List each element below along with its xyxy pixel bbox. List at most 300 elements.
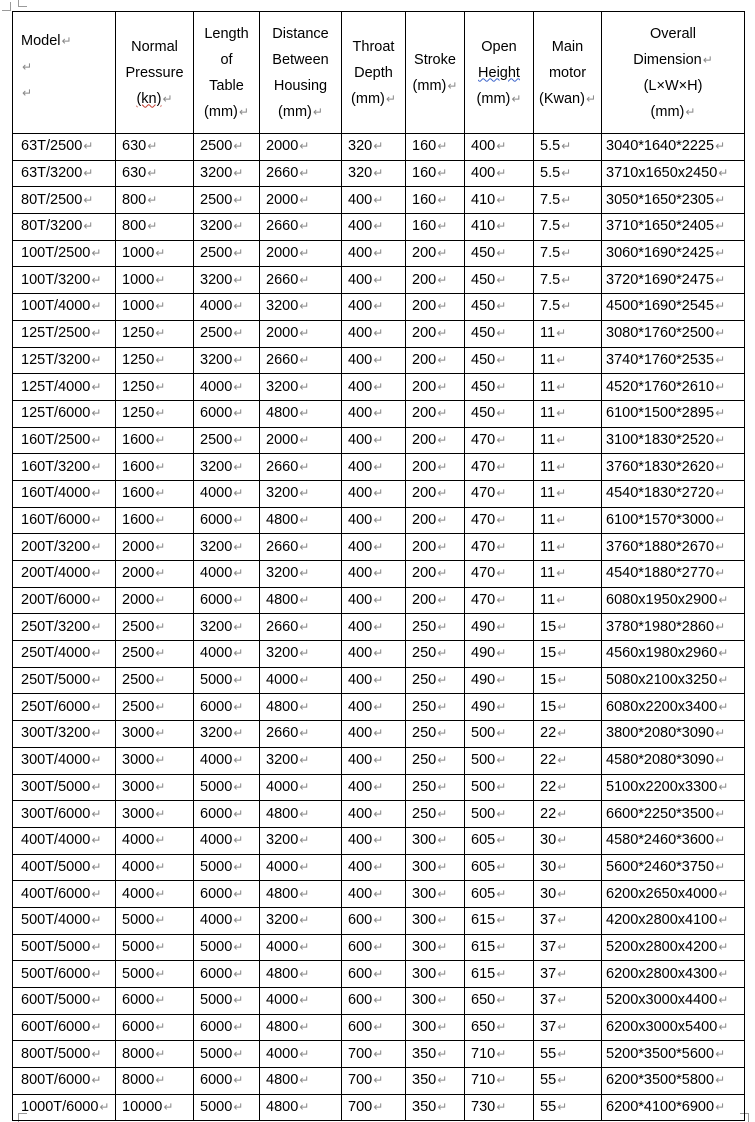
- cell-motor: [534, 1094, 602, 1121]
- table-row: [13, 667, 745, 694]
- cell-distance: [260, 374, 342, 401]
- cell-model: [13, 907, 116, 934]
- cell-stroke: [406, 1068, 465, 1095]
- cell-stroke: [406, 267, 465, 294]
- paragraph-mark: ↵: [557, 699, 568, 714]
- paragraph-mark: ↵: [373, 166, 384, 181]
- cell-value: 2660: [266, 218, 299, 235]
- cell-dim: [602, 641, 745, 668]
- cell-throat: [342, 1068, 406, 1095]
- cell-value: 650: [471, 992, 496, 1009]
- cell-pressure: [116, 774, 194, 801]
- cell-value: 5100x2200x3300: [606, 778, 718, 795]
- paragraph-mark: ↵: [561, 192, 572, 207]
- cell-value: 300: [412, 912, 437, 929]
- cell-pressure: [116, 240, 194, 267]
- cell-value: 490: [471, 672, 496, 689]
- cell-distance: [260, 774, 342, 801]
- paragraph-mark: ↵: [233, 1046, 244, 1061]
- cell-distance: [260, 854, 342, 881]
- cell-value: 4200x2800x4100: [606, 912, 718, 929]
- cell-value: 4800: [266, 405, 299, 422]
- cell-value: 1000: [122, 271, 155, 288]
- cell-value: 4800: [266, 965, 299, 982]
- cell-value: 3200: [200, 218, 233, 235]
- paragraph-mark: ↵: [496, 859, 507, 874]
- cell-value: 250: [412, 752, 437, 769]
- paragraph-mark: ↵: [83, 192, 94, 207]
- paragraph-mark: ↵: [91, 806, 102, 821]
- cell-value: 1250: [122, 405, 155, 422]
- cell-open: [465, 667, 534, 694]
- cell-value: 2000: [122, 538, 155, 555]
- cell-model: [13, 294, 116, 321]
- paragraph-mark: ↵: [373, 139, 384, 154]
- paragraph-mark: ↵: [299, 833, 310, 848]
- paragraph-mark: ↵: [299, 673, 310, 688]
- header-text: Stroke: [414, 51, 456, 68]
- paragraph-mark: ↵: [437, 139, 448, 154]
- cell-value: 3760*1830*2620: [606, 458, 715, 475]
- header-text: (mm): [351, 90, 385, 107]
- cell-dim: [602, 774, 745, 801]
- cell-value: 55: [540, 1045, 557, 1062]
- header-line: [21, 80, 113, 106]
- cell-pressure: [116, 1041, 194, 1068]
- cell-stroke: [406, 214, 465, 241]
- cell-value: 400: [348, 191, 373, 208]
- cell-motor: [534, 801, 602, 828]
- cell-throat: [342, 614, 406, 641]
- cell-value: 400T/6000: [21, 885, 91, 902]
- paragraph-mark: ↵: [83, 139, 94, 154]
- table-row: [13, 1041, 745, 1068]
- header-line: [262, 47, 339, 73]
- cell-throat: [342, 561, 406, 588]
- paragraph-mark: ↵: [373, 913, 384, 928]
- cell-value: 125T/3200: [21, 351, 91, 368]
- cell-dim: [602, 427, 745, 454]
- paragraph-mark: ↵: [155, 593, 166, 608]
- cell-throat: [342, 134, 406, 161]
- paragraph-mark: ↵: [437, 379, 448, 394]
- cell-motor: [534, 667, 602, 694]
- cell-throat: [342, 214, 406, 241]
- cell-model: [13, 1014, 116, 1041]
- cell-throat: [342, 427, 406, 454]
- paragraph-mark: ↵: [91, 299, 102, 314]
- cell-value: 200: [412, 511, 437, 528]
- cell-value: 200: [412, 538, 437, 555]
- paragraph-mark: ↵: [155, 966, 166, 981]
- paragraph-mark: ↵: [155, 539, 166, 554]
- cell-value: 5600*2460*3750: [606, 858, 715, 875]
- paragraph-mark: ↵: [155, 699, 166, 714]
- cell-model: [13, 374, 116, 401]
- cell-length: [194, 747, 260, 774]
- paragraph-mark: ↵: [373, 699, 384, 714]
- paragraph-mark: ↵: [496, 833, 507, 848]
- cell-value: 30: [540, 832, 557, 849]
- cell-throat: [342, 881, 406, 908]
- cell-value: 15: [540, 645, 557, 662]
- cell-value: 7.5: [540, 298, 561, 315]
- table-row: [13, 427, 745, 454]
- cell-throat: [342, 961, 406, 988]
- cell-value: 2500: [122, 672, 155, 689]
- paragraph-mark: ↵: [373, 859, 384, 874]
- paragraph-mark: ↵: [373, 566, 384, 581]
- table-row: [13, 694, 745, 721]
- cell-length: [194, 214, 260, 241]
- paragraph-mark: ↵: [373, 646, 384, 661]
- paragraph-mark: ↵: [299, 219, 310, 234]
- cell-length: [194, 854, 260, 881]
- cell-value: 2660: [266, 538, 299, 555]
- paragraph-mark: ↵: [233, 1100, 244, 1115]
- paragraph-mark: ↵: [233, 1073, 244, 1088]
- cell-value: 7.5: [540, 271, 561, 288]
- header-line: [408, 73, 462, 99]
- paragraph-mark: ↵: [437, 219, 448, 234]
- cell-distance: [260, 907, 342, 934]
- cell-stroke: [406, 854, 465, 881]
- cell-open: [465, 561, 534, 588]
- cell-model: [13, 827, 116, 854]
- header-line: [604, 47, 742, 73]
- cell-value: 6000: [200, 592, 233, 609]
- cell-dim: [602, 534, 745, 561]
- paragraph-mark: ↵: [373, 486, 384, 501]
- cell-value: 5000: [122, 965, 155, 982]
- cell-motor: [534, 561, 602, 588]
- paragraph-mark: ↵: [715, 539, 726, 554]
- cell-dim: [602, 1094, 745, 1121]
- cell-value: 200: [412, 325, 437, 342]
- cell-value: 8000: [122, 1045, 155, 1062]
- header-line: [536, 60, 599, 86]
- paragraph-mark: ↵: [233, 779, 244, 794]
- cell-value: 400: [348, 698, 373, 715]
- cell-value: 400: [348, 752, 373, 769]
- cell-stroke: [406, 934, 465, 961]
- paragraph-mark: ↵: [715, 726, 726, 741]
- cell-value: 3200: [266, 752, 299, 769]
- cell-open: [465, 801, 534, 828]
- paragraph-mark: ↵: [299, 352, 310, 367]
- cell-value: 4800: [266, 1072, 299, 1089]
- cell-open: [465, 267, 534, 294]
- cell-length: [194, 427, 260, 454]
- table-row: [13, 240, 745, 267]
- cell-value: 500T/6000: [21, 965, 91, 982]
- paragraph-mark: ↵: [299, 512, 310, 527]
- paragraph-mark: ↵: [557, 619, 568, 634]
- header-model: [13, 12, 116, 134]
- cell-value: 400: [348, 618, 373, 635]
- paragraph-mark: ↵: [561, 219, 572, 234]
- cell-value: 400: [348, 592, 373, 609]
- paragraph-mark: ↵: [155, 726, 166, 741]
- paragraph-mark: ↵: [155, 406, 166, 421]
- cell-open: [465, 1068, 534, 1095]
- cell-value: 400: [348, 298, 373, 315]
- paragraph-mark: ↵: [373, 593, 384, 608]
- cell-value: 4000: [122, 832, 155, 849]
- paragraph-mark: ↵: [437, 886, 448, 901]
- header-text: (mm): [476, 90, 511, 107]
- cell-value: 630: [122, 165, 147, 182]
- cell-value: 300: [412, 858, 437, 875]
- header-line: [467, 60, 531, 86]
- paragraph-mark: ↵: [556, 406, 567, 421]
- cell-value: 3200: [200, 538, 233, 555]
- cell-pressure: [116, 427, 194, 454]
- cell-value: 710: [471, 1072, 496, 1089]
- paragraph-mark: ↵: [91, 246, 102, 261]
- cell-value: 400: [471, 165, 496, 182]
- cell-motor: [534, 454, 602, 481]
- cell-value: 300: [412, 965, 437, 982]
- cell-value: 450: [471, 378, 496, 395]
- cell-length: [194, 480, 260, 507]
- paragraph-mark: ↵: [496, 806, 507, 821]
- cell-open: [465, 641, 534, 668]
- paragraph-mark: ↵: [715, 299, 726, 314]
- cell-stroke: [406, 561, 465, 588]
- paragraph-mark: ↵: [299, 859, 310, 874]
- cell-value: 1600: [122, 458, 155, 475]
- cell-value: 6000: [200, 1072, 233, 1089]
- paragraph-mark: ↵: [561, 246, 572, 261]
- table-row: [13, 347, 745, 374]
- paragraph-mark: ↵: [22, 86, 33, 100]
- paragraph-mark: ↵: [718, 966, 729, 981]
- cell-value: 3200: [266, 485, 299, 502]
- paragraph-mark: ↵: [299, 966, 310, 981]
- cell-stroke: [406, 534, 465, 561]
- paragraph-mark: ↵: [91, 886, 102, 901]
- paragraph-mark: ↵: [373, 326, 384, 341]
- paragraph-mark: ↵: [437, 406, 448, 421]
- table-row: [13, 721, 745, 748]
- paragraph-mark: ↵: [299, 566, 310, 581]
- header-line: [604, 73, 742, 99]
- cell-value: 3200: [266, 378, 299, 395]
- paragraph-mark: ↵: [155, 432, 166, 447]
- paragraph-mark: ↵: [373, 726, 384, 741]
- header-line: [467, 86, 531, 112]
- cell-value: 2500: [200, 245, 233, 262]
- cell-stroke: [406, 614, 465, 641]
- paragraph-mark: ↵: [556, 512, 567, 527]
- cell-model: [13, 134, 116, 161]
- cell-value: 200: [412, 405, 437, 422]
- header-text: Table: [209, 77, 244, 94]
- cell-pressure: [116, 854, 194, 881]
- paragraph-mark: ↵: [373, 779, 384, 794]
- cell-value: 30: [540, 885, 557, 902]
- cell-distance: [260, 827, 342, 854]
- cell-value: 4520*1760*2610: [606, 378, 715, 395]
- cell-value: 500: [471, 778, 496, 795]
- cell-stroke: [406, 187, 465, 214]
- cell-value: 1000T/6000: [21, 1099, 99, 1116]
- cell-value: 500T/4000: [21, 912, 91, 929]
- cell-distance: [260, 187, 342, 214]
- cell-value: 250T/4000: [21, 645, 91, 662]
- paragraph-mark: ↵: [373, 406, 384, 421]
- cell-value: 4540*1880*2770: [606, 565, 715, 582]
- paragraph-mark: ↵: [685, 104, 696, 119]
- cell-throat: [342, 294, 406, 321]
- table-row: [13, 187, 745, 214]
- cell-value: 2660: [266, 618, 299, 635]
- cell-open: [465, 534, 534, 561]
- cell-value: 4000: [266, 672, 299, 689]
- cell-open: [465, 374, 534, 401]
- cell-motor: [534, 294, 602, 321]
- paragraph-mark: ↵: [373, 1100, 384, 1115]
- paragraph-mark: ↵: [373, 966, 384, 981]
- cell-model: [13, 801, 116, 828]
- cell-length: [194, 827, 260, 854]
- paragraph-mark: ↵: [557, 913, 568, 928]
- table-row: [13, 587, 745, 614]
- header-text: (mm): [412, 77, 447, 94]
- paragraph-mark: ↵: [715, 753, 726, 768]
- table-row: [13, 374, 745, 401]
- cell-value: 300: [412, 832, 437, 849]
- paragraph-mark: ↵: [233, 486, 244, 501]
- cell-value: 450: [471, 245, 496, 262]
- cell-value: 125T/4000: [21, 378, 91, 395]
- cell-value: 100T/4000: [21, 298, 91, 315]
- header-pressure: [116, 12, 194, 134]
- paragraph-mark: ↵: [496, 886, 507, 901]
- paragraph-mark: ↵: [91, 619, 102, 634]
- cell-value: 2000: [266, 325, 299, 342]
- paragraph-mark: ↵: [437, 459, 448, 474]
- cell-length: [194, 1041, 260, 1068]
- cell-distance: [260, 934, 342, 961]
- cell-throat: [342, 320, 406, 347]
- cell-throat: [342, 934, 406, 961]
- cell-value: 400T/4000: [21, 832, 91, 849]
- paragraph-mark: ↵: [233, 646, 244, 661]
- cell-value: 410: [471, 218, 496, 235]
- cell-motor: [534, 721, 602, 748]
- cell-value: 4000: [122, 885, 155, 902]
- header-text: Height: [478, 64, 520, 81]
- cell-pressure: [116, 507, 194, 534]
- cell-value: 2660: [266, 271, 299, 288]
- header-line: [344, 34, 403, 60]
- cell-stroke: [406, 961, 465, 988]
- paragraph-mark: ↵: [147, 139, 158, 154]
- paragraph-mark: ↵: [233, 593, 244, 608]
- cell-dim: [602, 480, 745, 507]
- cell-stroke: [406, 134, 465, 161]
- paragraph-mark: ↵: [437, 726, 448, 741]
- cell-length: [194, 774, 260, 801]
- cell-pressure: [116, 961, 194, 988]
- paragraph-mark: ↵: [299, 699, 310, 714]
- paragraph-mark: ↵: [561, 166, 572, 181]
- cell-value: 730: [471, 1099, 496, 1116]
- table-row: [13, 561, 745, 588]
- cell-length: [194, 187, 260, 214]
- cell-length: [194, 1014, 260, 1041]
- cell-value: 6200x2650x4000: [606, 885, 718, 902]
- cell-motor: [534, 1068, 602, 1095]
- cell-dim: [602, 134, 745, 161]
- cell-value: 3200: [266, 645, 299, 662]
- paragraph-mark: ↵: [155, 993, 166, 1008]
- cell-value: 4580*2460*3600: [606, 832, 715, 849]
- paragraph-mark: ↵: [155, 459, 166, 474]
- cell-throat: [342, 240, 406, 267]
- table-row: [13, 774, 745, 801]
- paragraph-mark: ↵: [299, 192, 310, 207]
- cell-throat: [342, 374, 406, 401]
- cell-stroke: [406, 1041, 465, 1068]
- cell-motor: [534, 961, 602, 988]
- paragraph-mark: ↵: [715, 566, 726, 581]
- header-line: [262, 99, 339, 125]
- cell-value: 400: [348, 378, 373, 395]
- cell-length: [194, 694, 260, 721]
- header-text: motor: [548, 64, 587, 81]
- paragraph-mark: ↵: [91, 459, 102, 474]
- paragraph-mark: ↵: [299, 459, 310, 474]
- paragraph-mark: ↵: [496, 939, 507, 954]
- cell-stroke: [406, 454, 465, 481]
- cell-dim: [602, 1041, 745, 1068]
- cell-value: 200: [412, 245, 437, 262]
- cell-value: 250T/3200: [21, 618, 91, 635]
- paragraph-mark: ↵: [437, 1020, 448, 1035]
- cell-value: 200: [412, 351, 437, 368]
- cell-dim: [602, 801, 745, 828]
- cell-dim: [602, 454, 745, 481]
- cell-length: [194, 240, 260, 267]
- cell-value: 250: [412, 698, 437, 715]
- paragraph-mark: ↵: [238, 104, 249, 119]
- cell-throat: [342, 641, 406, 668]
- cell-model: [13, 534, 116, 561]
- cell-value: 37: [540, 938, 557, 955]
- cell-pressure: [116, 347, 194, 374]
- cell-value: 250T/6000: [21, 698, 91, 715]
- cell-value: 2000: [266, 245, 299, 262]
- cell-length: [194, 614, 260, 641]
- cell-value: 22: [540, 805, 557, 822]
- cell-pressure: [116, 454, 194, 481]
- cell-motor: [534, 480, 602, 507]
- paragraph-mark: ↵: [91, 272, 102, 287]
- cell-value: 3200: [200, 725, 233, 742]
- cell-value: 300T/3200: [21, 725, 91, 742]
- cell-motor: [534, 187, 602, 214]
- cell-value: 5000: [122, 912, 155, 929]
- paragraph-mark: ↵: [373, 379, 384, 394]
- page-corner-mark-top-left: [2, 2, 11, 11]
- header-text: Distance: [272, 25, 329, 42]
- cell-distance: [260, 1094, 342, 1121]
- header-text: Open: [481, 38, 517, 55]
- cell-open: [465, 294, 534, 321]
